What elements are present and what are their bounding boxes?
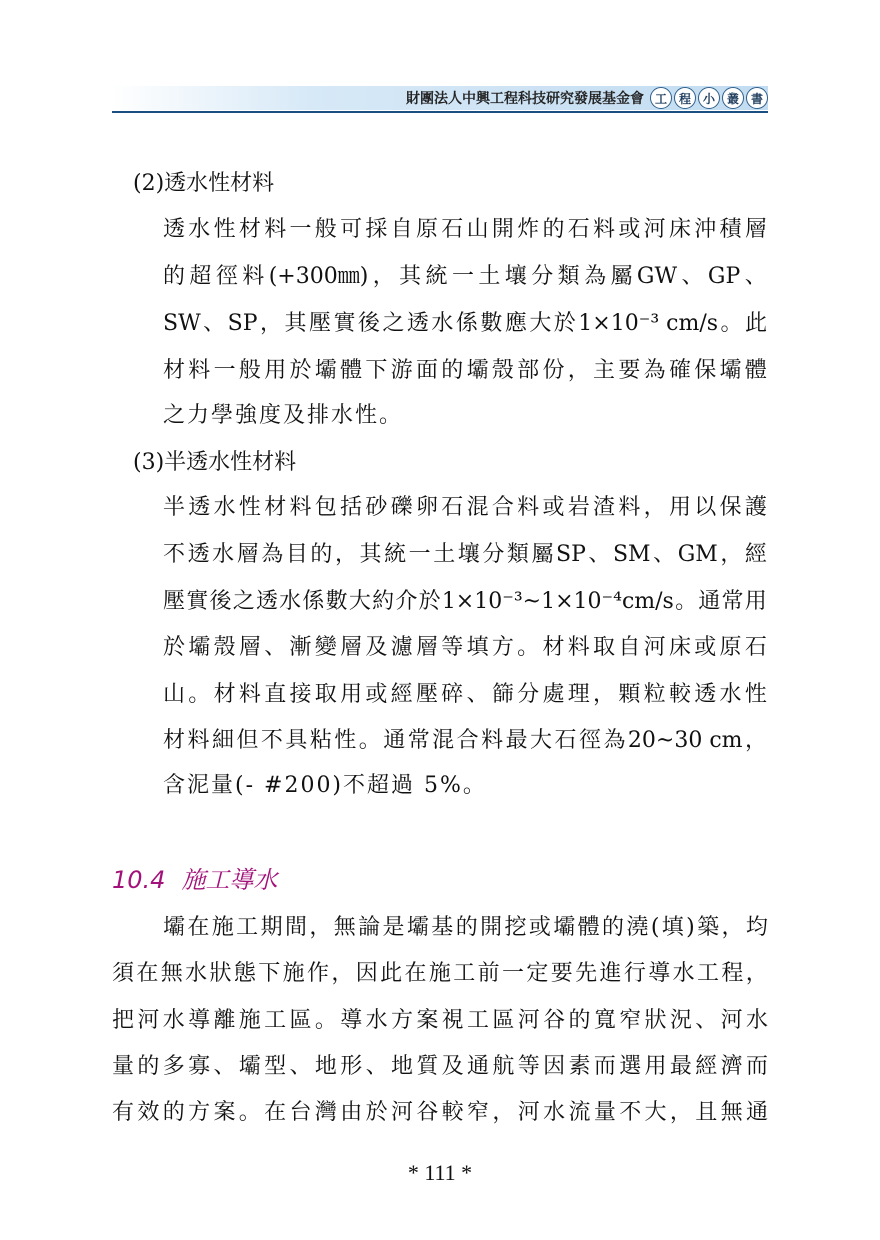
paragraph-line: SW 、 SP ， 其 壓 實 後 之 透 水 係 數 應 大 於 1×10⁻³ cm/s 。 此 [163,311,767,336]
paragraph-line: 須 在 無 水 狀 態 下 施 作 ， 因 此 在 施 工 前 一 定 要 先 進 行 導 水 工 程 ， [112,961,768,986]
header-org: 財團法人中興工程科技研究發展基金會 [406,91,644,107]
series-char: 工 [650,87,672,109]
subheading-permeable: (2)透水性材料 [133,171,275,196]
paragraph-line: 的 超 徑 料 (+300㎜) ， 其 統 一 土 壤 分 類 為 屬 GW 、 GP 、 [163,264,767,289]
section-number: 10.4 [112,866,166,894]
series-char: 書 [746,87,768,109]
paragraph-line: 含泥量(- #200)不超過 5%。 [163,773,487,798]
page-number: * 111 * [407,1160,473,1185]
paragraph-line: 山 。 材 料 直 接 取 用 或 經 壓 碎 、 篩 分 處 理 ， 顆 粒 較 透 水 性 [163,682,767,707]
series-char: 叢 [722,87,744,109]
section-title: 施工導水 [181,866,278,894]
subheading-semi-permeable: (3)半透水性材料 [133,450,297,475]
paragraph-line: 材 料 細 但 不 具 粘 性 。 通 常 混 合 料 最 大 石 徑 為 20~30 cm ， [163,728,767,753]
paragraph-line: 不 透 水 層 為 目 的 ， 其 統 一 土 壤 分 類 屬 SP 、 SM 、 GM ， 經 [163,542,767,567]
series-char: 小 [698,87,720,109]
paragraph-line: 壩 在 施 工 期 間 ， 無 論 是 壩 基 的 開 挖 或 壩 體 的 澆 ( 填 ) 築 ， 均 [163,915,768,940]
series-char: 程 [674,87,696,109]
paragraph-line: 之力學強度及排水性。 [163,403,404,428]
section-heading [112,865,277,895]
paragraph-line: 把 河 水 導 離 施 工 區 。 導 水 方 案 視 工 區 河 谷 的 寬 窄 狀 況 、 河 水 [112,1008,768,1033]
paragraph-line: 有 效 的 方 案 。 在 台 灣 由 於 河 谷 較 窄 ， 河 水 流 量 不 大 ， 且 無 通 [112,1100,768,1125]
paragraph-line: 壓 實 後 之 透 水 係 數 大 約 介 於 1×10⁻³~1×10⁻⁴cm/s 。 通 常 用 [163,589,767,614]
paragraph-line: 透 水 性 材 料 一 般 可 採 自 原 石 山 開 炸 的 石 料 或 河 床 沖 積 層 [163,217,767,242]
paragraph-line: 半 透 水 性 材 料 包 括 砂 礫 卵 石 混 合 料 或 岩 渣 料 ， 用 以 保 護 [163,495,767,520]
paragraph-line: 材 料 一 般 用 於 壩 體 下 游 面 的 壩 殼 部 份 ， 主 要 為 確 保 壩 體 [163,358,767,383]
paragraph-line: 量 的 多 寡 、 壩 型 、 地 形 、 地 質 及 通 航 等 因 素 而 選 用 最 經 濟 而 [112,1054,768,1079]
paragraph-line: 於 壩 殼 層 、 漸 變 層 及 濾 層 等 填 方 。 材 料 取 自 河 床 或 原 石 [163,635,767,660]
